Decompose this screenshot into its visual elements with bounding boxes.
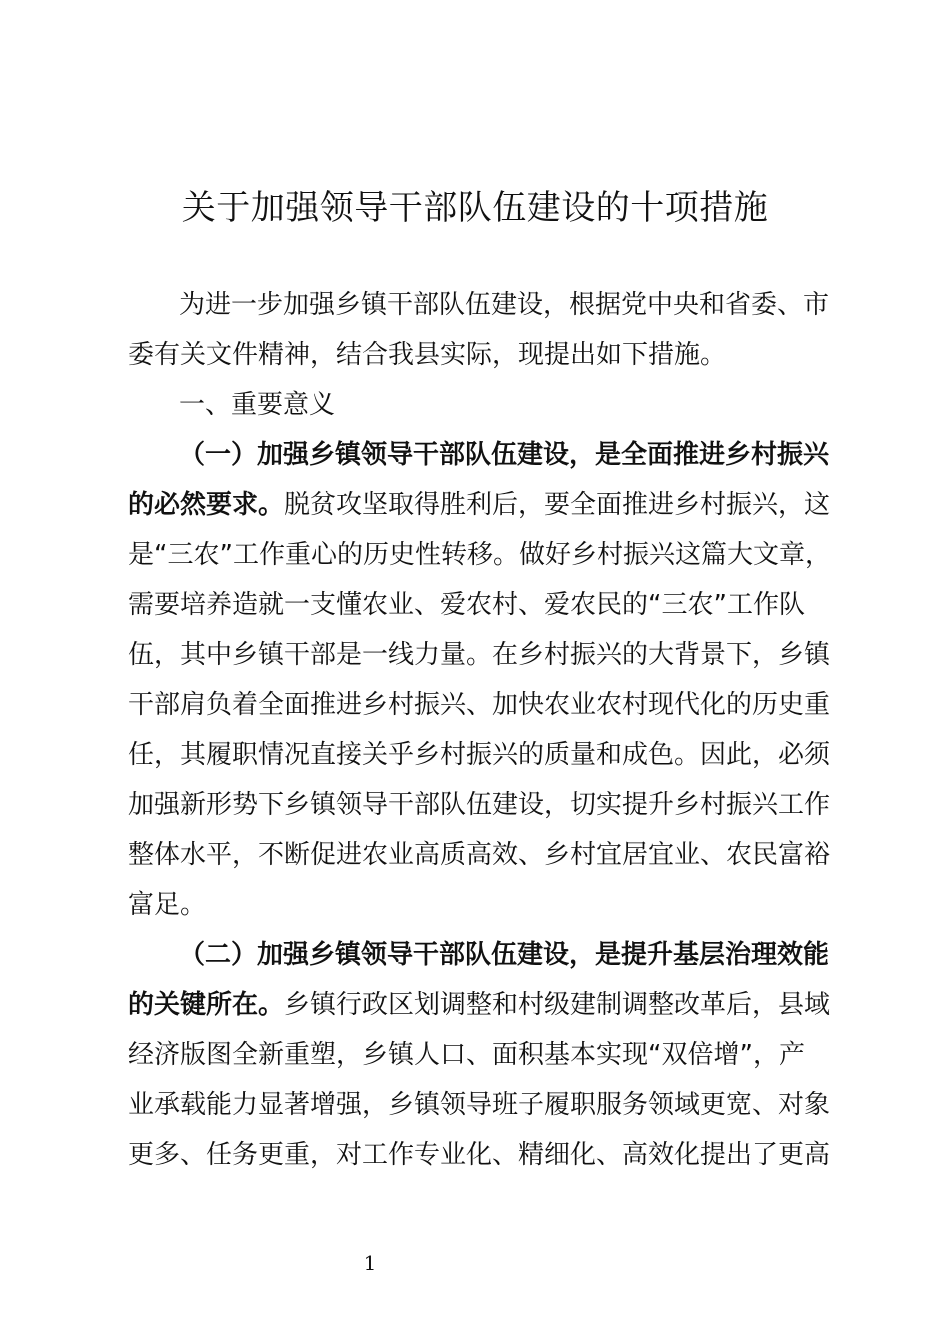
item1-line-7: 任，其履职情况直接关乎乡村振兴的质量和成色。因此，必须 — [128, 740, 831, 770]
item1-bold-line-2: 的必然要求。 — [128, 490, 285, 520]
item2-bold-line-2: 的关键所在。 — [128, 990, 285, 1020]
intro-line-1: 为进一步加强乡镇干部队伍建设，根据党中央和省委、市 — [179, 290, 830, 320]
document-title: 关于加强领导干部队伍建设的十项措施 — [181, 188, 769, 228]
item2-line-2-rest: 乡镇行政区划调整和村级建制调整改革后，县域 — [284, 990, 831, 1020]
item2-line-4: 业承载能力显著增强，乡镇领导班子履职服务领域更宽、对象 — [128, 1090, 831, 1120]
page-number: 1 — [363, 1251, 377, 1275]
item1-line-2 — [128, 480, 848, 530]
item1-line-10: 富足。 — [128, 890, 207, 920]
item2-line-2 — [128, 980, 848, 1030]
section-heading: 一、重要意义 — [179, 390, 336, 420]
item2-line-5: 更多、任务更重，对工作专业化、精细化、高效化提出了更高 — [128, 1140, 831, 1170]
item2-line-3: 经济版图全新重塑，乡镇人口、面积基本实现“双倍增”，产 — [128, 1040, 805, 1070]
item1-bold-line-1: （一）加强乡镇领导干部队伍建设，是全面推进乡村振兴 — [179, 440, 830, 470]
item1-line-5: 伍，其中乡镇干部是一线力量。在乡村振兴的大背景下，乡镇 — [128, 640, 831, 670]
item2-bold-line-1: （二）加强乡镇领导干部队伍建设，是提升基层治理效能 — [179, 940, 830, 970]
item1-line-4: 需要培养造就一支懂农业、爱农村、爱农民的“三农”工作队 — [128, 590, 805, 620]
intro-line-2: 委有关文件精神，结合我县实际，现提出如下措施。 — [128, 340, 727, 370]
item1-line-9: 整体水平，不断促进农业高质高效、乡村宜居宜业、农民富裕 — [128, 840, 831, 870]
item1-line-2-rest: 脱贫攻坚取得胜利后，要全面推进乡村振兴，这 — [284, 490, 831, 520]
item1-line-6: 干部肩负着全面推进乡村振兴、加快农业农村现代化的历史重 — [128, 690, 831, 720]
item1-line-8: 加强新形势下乡镇领导干部队伍建设，切实提升乡村振兴工作 — [128, 790, 831, 820]
item1-line-3: 是“三农”工作重心的历史性转移。做好乡村振兴这篇大文章， — [128, 540, 831, 570]
